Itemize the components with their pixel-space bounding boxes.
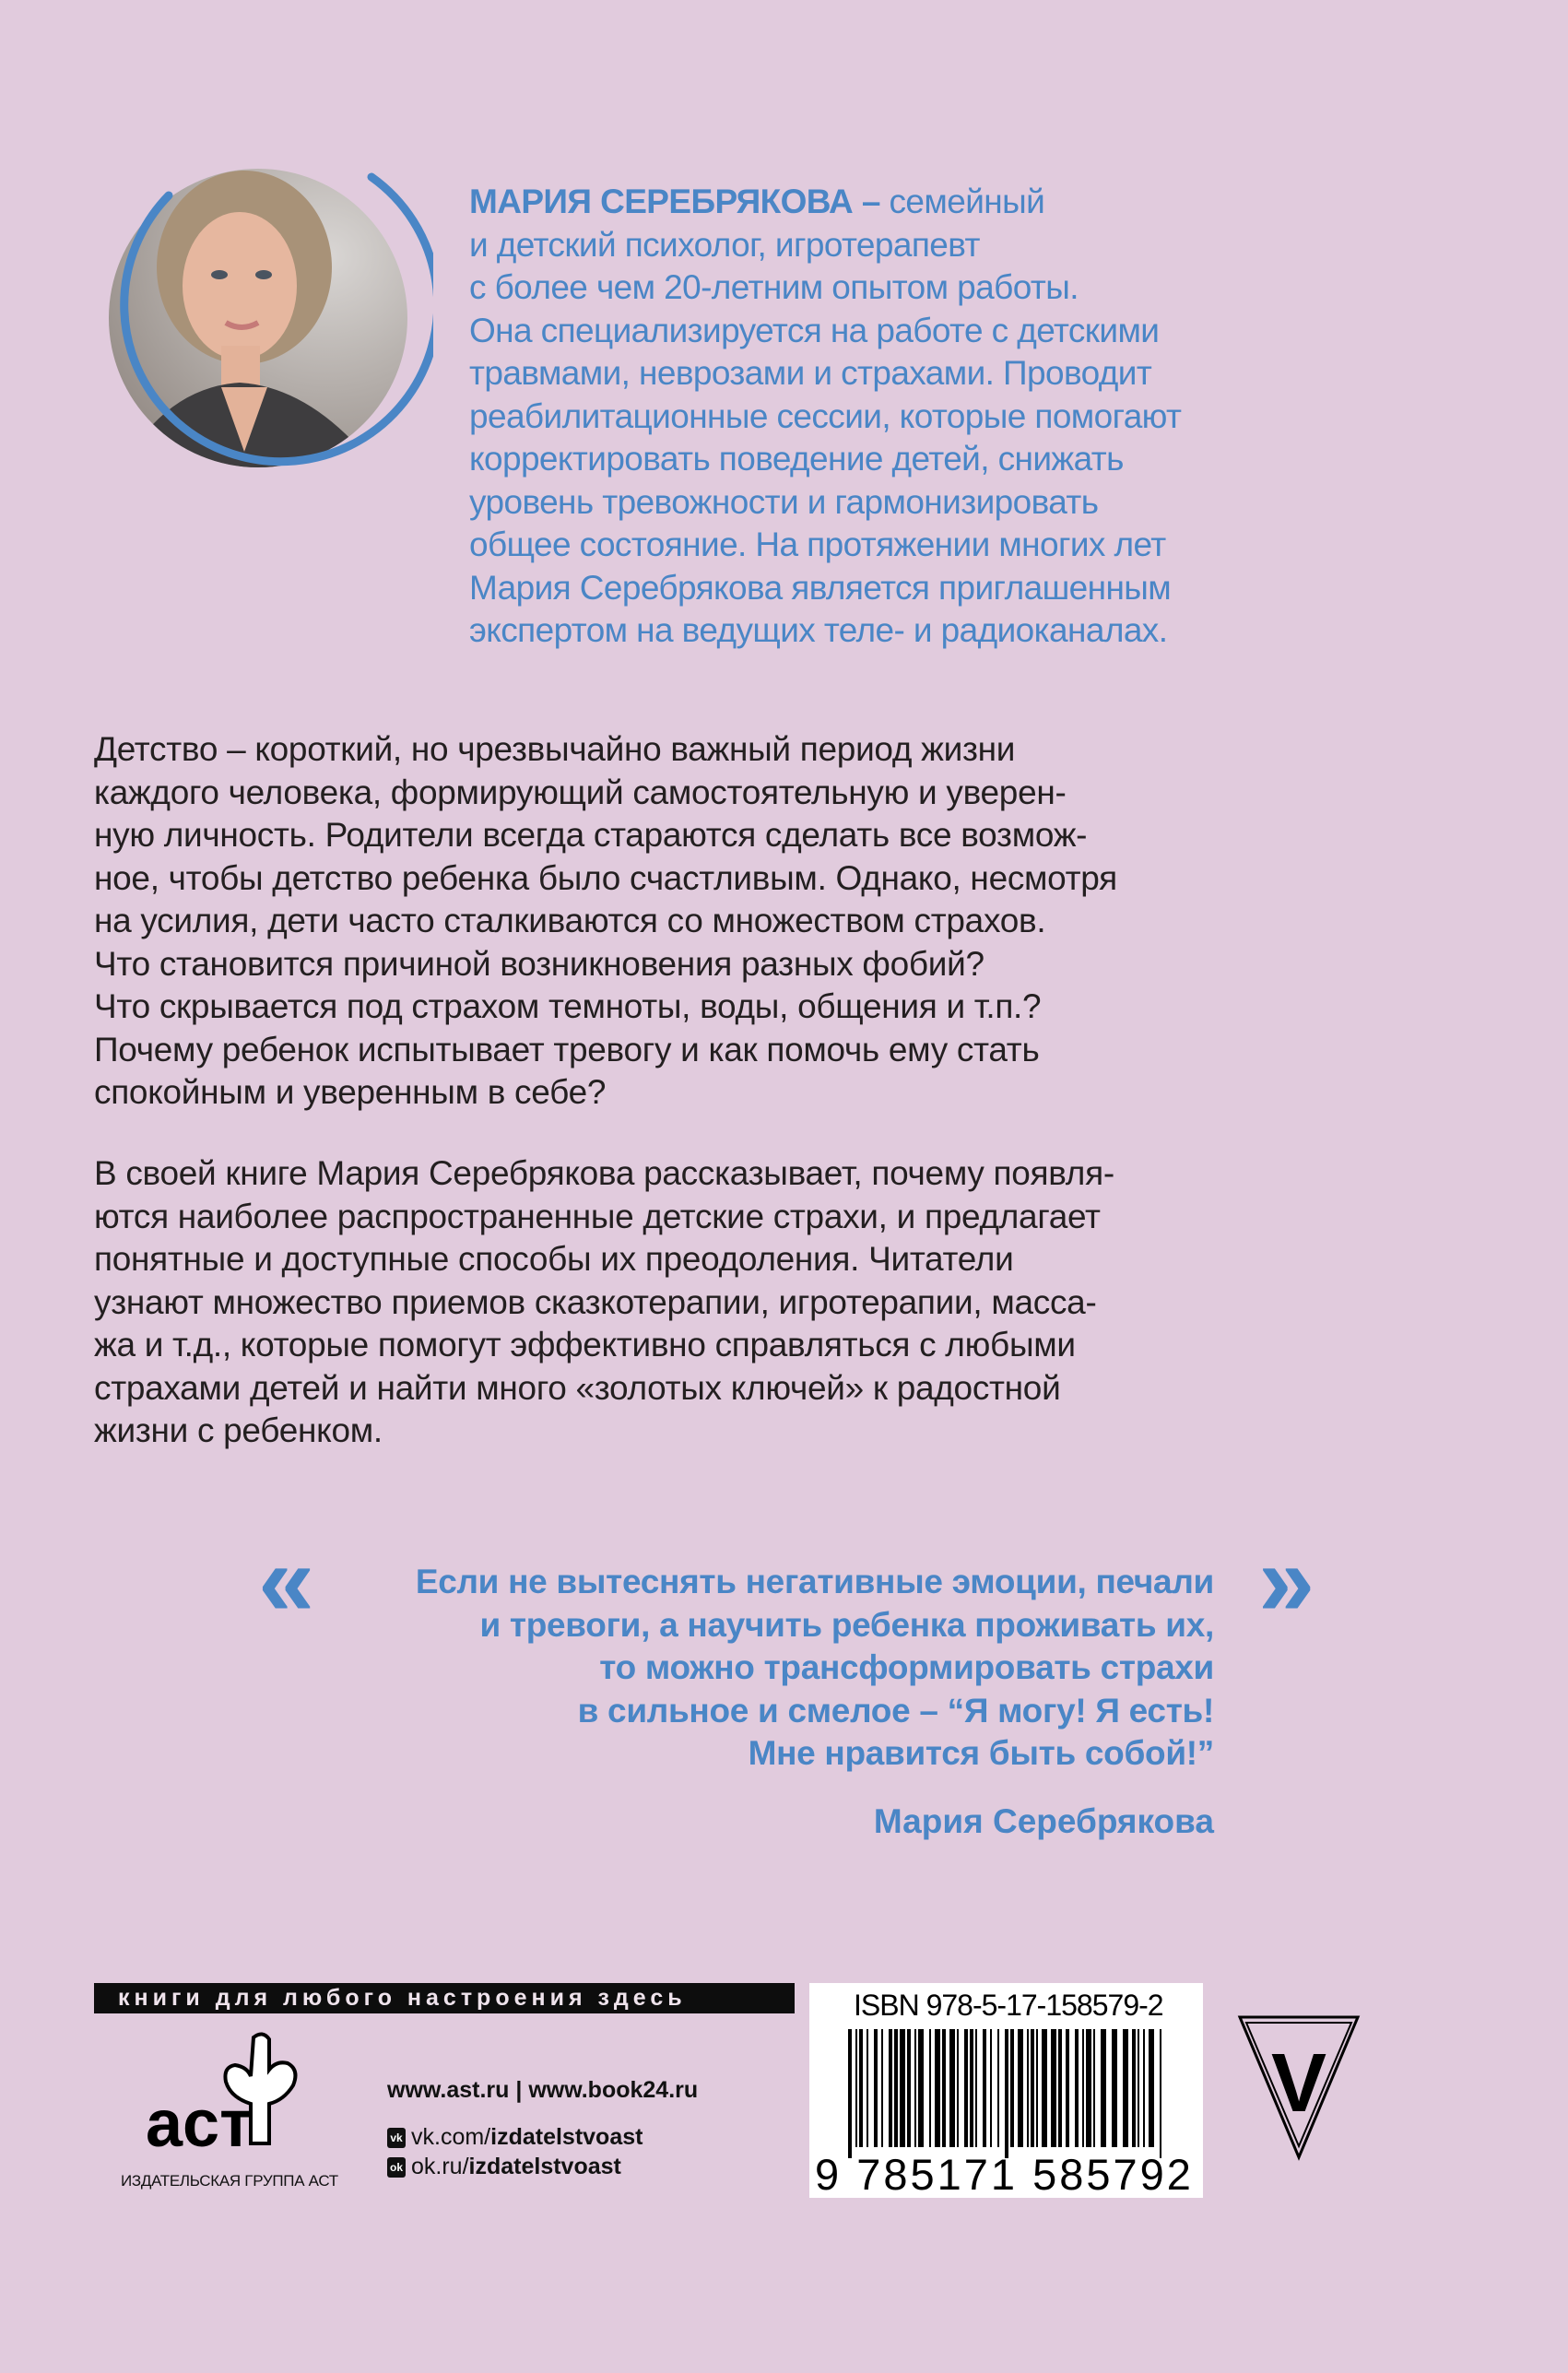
svg-text:V: V [1270,2037,1327,2130]
barcode-bar [1143,2029,1145,2147]
age-rating-mark [1235,2010,1364,2162]
text-line: каждого человека, формирующий самостоятельную и уверен- [94,773,1067,811]
barcode-bar [1101,2029,1106,2147]
link-prefix: ok.ru/ [411,2154,469,2179]
text-line: жа и т.д., которые помогут эффективно справляться с любыми [94,1326,1076,1364]
barcode-bar [975,2029,977,2147]
close-quote-mark: » [1258,1524,1315,1637]
text-line: ются наиболее распространенные детские страхи, и предлагает [94,1197,1101,1235]
barcode-bar [983,2029,986,2147]
text-line: понятные и доступные способы их преодоления. Читатели [94,1240,1014,1278]
bio-line: семейный [889,183,1045,220]
bio-line: Мария Серебрякова является приглашенным [469,568,1172,607]
ok-link[interactable] [387,2154,621,2180]
barcode-bar [918,2029,924,2147]
bio-line: и детский психолог, игротерапевт [469,225,980,264]
barcode-bar [1082,2029,1084,2147]
barcode-bar [1138,2029,1139,2147]
barcode-bar [1123,2029,1128,2147]
barcode-bar [957,2029,959,2147]
link-handle: izdatelstvoast [468,2154,621,2179]
barcode-bar [859,2029,863,2147]
text-line: узнают множество приемов сказкотерапии, игротерапии, масса- [94,1282,1097,1321]
barcode-bar [1031,2029,1034,2147]
barcode-bar [997,2029,999,2147]
barcode-bar [867,2029,868,2147]
isbn-number: ISBN 978-5-17-158579-2 [854,1989,1163,2022]
quote-author: Мария Серебрякова [873,1802,1214,1840]
barcode-bar [881,2029,883,2147]
description-paragraph-2 [94,1152,1114,1453]
text-line: ное, чтобы детство ребенка было счастливым. Однако, несмотря [94,858,1117,897]
quote-line: в сильное и смелое – “Я могу! Я есть! [577,1691,1214,1730]
logo-text: аст [146,2087,253,2157]
bio-line: реабилитационные сессии, которые помогают [469,396,1182,435]
author-photo [83,157,433,489]
text-line: Детство – короткий, но чрезвычайно важный период жизни [94,730,1016,768]
barcode-bar [914,2029,916,2147]
barcode-bar [1010,2029,1014,2147]
barcode-bar [1036,2029,1038,2147]
barcode-bar [1132,2029,1136,2147]
slogan-banner: книги для любого настроения здесь [94,1983,795,2013]
barcode-bar [1051,2029,1056,2147]
description-paragraph-1 [94,728,1117,1115]
websites-link[interactable]: www.ast.ru | www.book24.ru [387,2077,699,2103]
text-line: Что становится причиной возникновения разных фобий? [94,944,984,983]
bio-line: корректировать поведение детей, снижать [469,440,1124,478]
bio-line: травмами, неврозами и страхами. Проводит [469,354,1152,392]
barcode-bar [935,2029,940,2147]
barcode-bar [1160,2029,1161,2158]
text-line: жизни с ребенком. [94,1411,383,1449]
bio-line: уровень тревожности и гармонизировать [469,482,1099,521]
quote-line: и тревоги, а научить ребенка проживать их, [479,1605,1214,1644]
text-line: страхами детей и найти много «золотых ключей» к радостной [94,1368,1061,1407]
bio-line: Она специализируется на работе с детскими [469,311,1160,349]
publisher-group: ИЗДАТЕЛЬСКАЯ ГРУППА АСТ [121,2172,338,2190]
barcode-bar [855,2029,857,2147]
quote-line: то можно трансформировать страхи [599,1648,1214,1686]
barcode-bar [907,2029,911,2147]
barcode-bar [1058,2029,1062,2147]
barcode-bars [848,2029,1171,2158]
barcode-bar [942,2029,946,2147]
text-line: Что скрывается под страхом темноты, воды, общения и т.п.? [94,987,1042,1025]
text-line: Почему ребенок испытывает тревогу и как помочь ему стать [94,1030,1040,1068]
barcode-bar [1018,2029,1023,2147]
text-line: В своей книге Мария Серебрякова рассказывает, почему появля- [94,1154,1114,1192]
barcode-digits: 9 785171 585792 [815,2150,1194,2199]
text-line: на усилия, дети часто сталкиваются со множеством страхов. [94,902,1046,939]
bio-line: общее состояние. На протяжении многих лет [469,525,1166,563]
barcode-bar [1086,2029,1091,2147]
barcode-bar [949,2029,955,2147]
barcode-bar [874,2029,878,2147]
barcode-bar [1027,2029,1029,2147]
isbn-barcode [809,1983,1203,2198]
barcode-bar [990,2029,992,2147]
open-quote-mark: « [258,1524,315,1637]
barcode-bar [1005,2029,1008,2158]
quote-line: Мне нравится быть собой!” [748,1734,1214,1772]
barcode-bar [894,2029,898,2147]
text-line: ную личность. Родители всегда стараются сделать все возмож- [94,816,1088,854]
quote-line: Если не вытеснять негативные эмоции, печали [415,1563,1214,1600]
barcode-bar [1042,2029,1047,2147]
barcode-bar [1075,2029,1079,2147]
text-line: спокойным и уверенным в себе? [94,1073,607,1111]
author-name: МАРИЯ СЕРЕБРЯКОВА – [469,183,880,220]
barcode-bar [1093,2029,1095,2147]
barcode-bar [929,2029,931,2147]
barcode-bar [1112,2029,1117,2147]
barcode-bar [1066,2029,1069,2147]
bio-line: с более чем 20-летним опытом работы. [469,268,1079,306]
vk-icon: vk [387,2128,406,2148]
barcode-bar [1149,2029,1154,2147]
link-prefix: vk.com/ [411,2124,491,2150]
barcode-bar [848,2029,852,2158]
barcode-bar [889,2029,892,2147]
author-bio [469,181,1181,653]
ast-logo [138,2028,323,2157]
barcode-bar [970,2029,973,2147]
barcode-bar [900,2029,905,2147]
vk-link[interactable] [387,2124,643,2151]
barcode-bar [964,2029,968,2147]
link-handle: izdatelstvoast [490,2124,643,2150]
pull-quote [416,1561,1214,1776]
ok-icon: ok [387,2157,406,2178]
bio-line: экспертом на ведущих теле- и радиоканалах. [469,611,1168,649]
